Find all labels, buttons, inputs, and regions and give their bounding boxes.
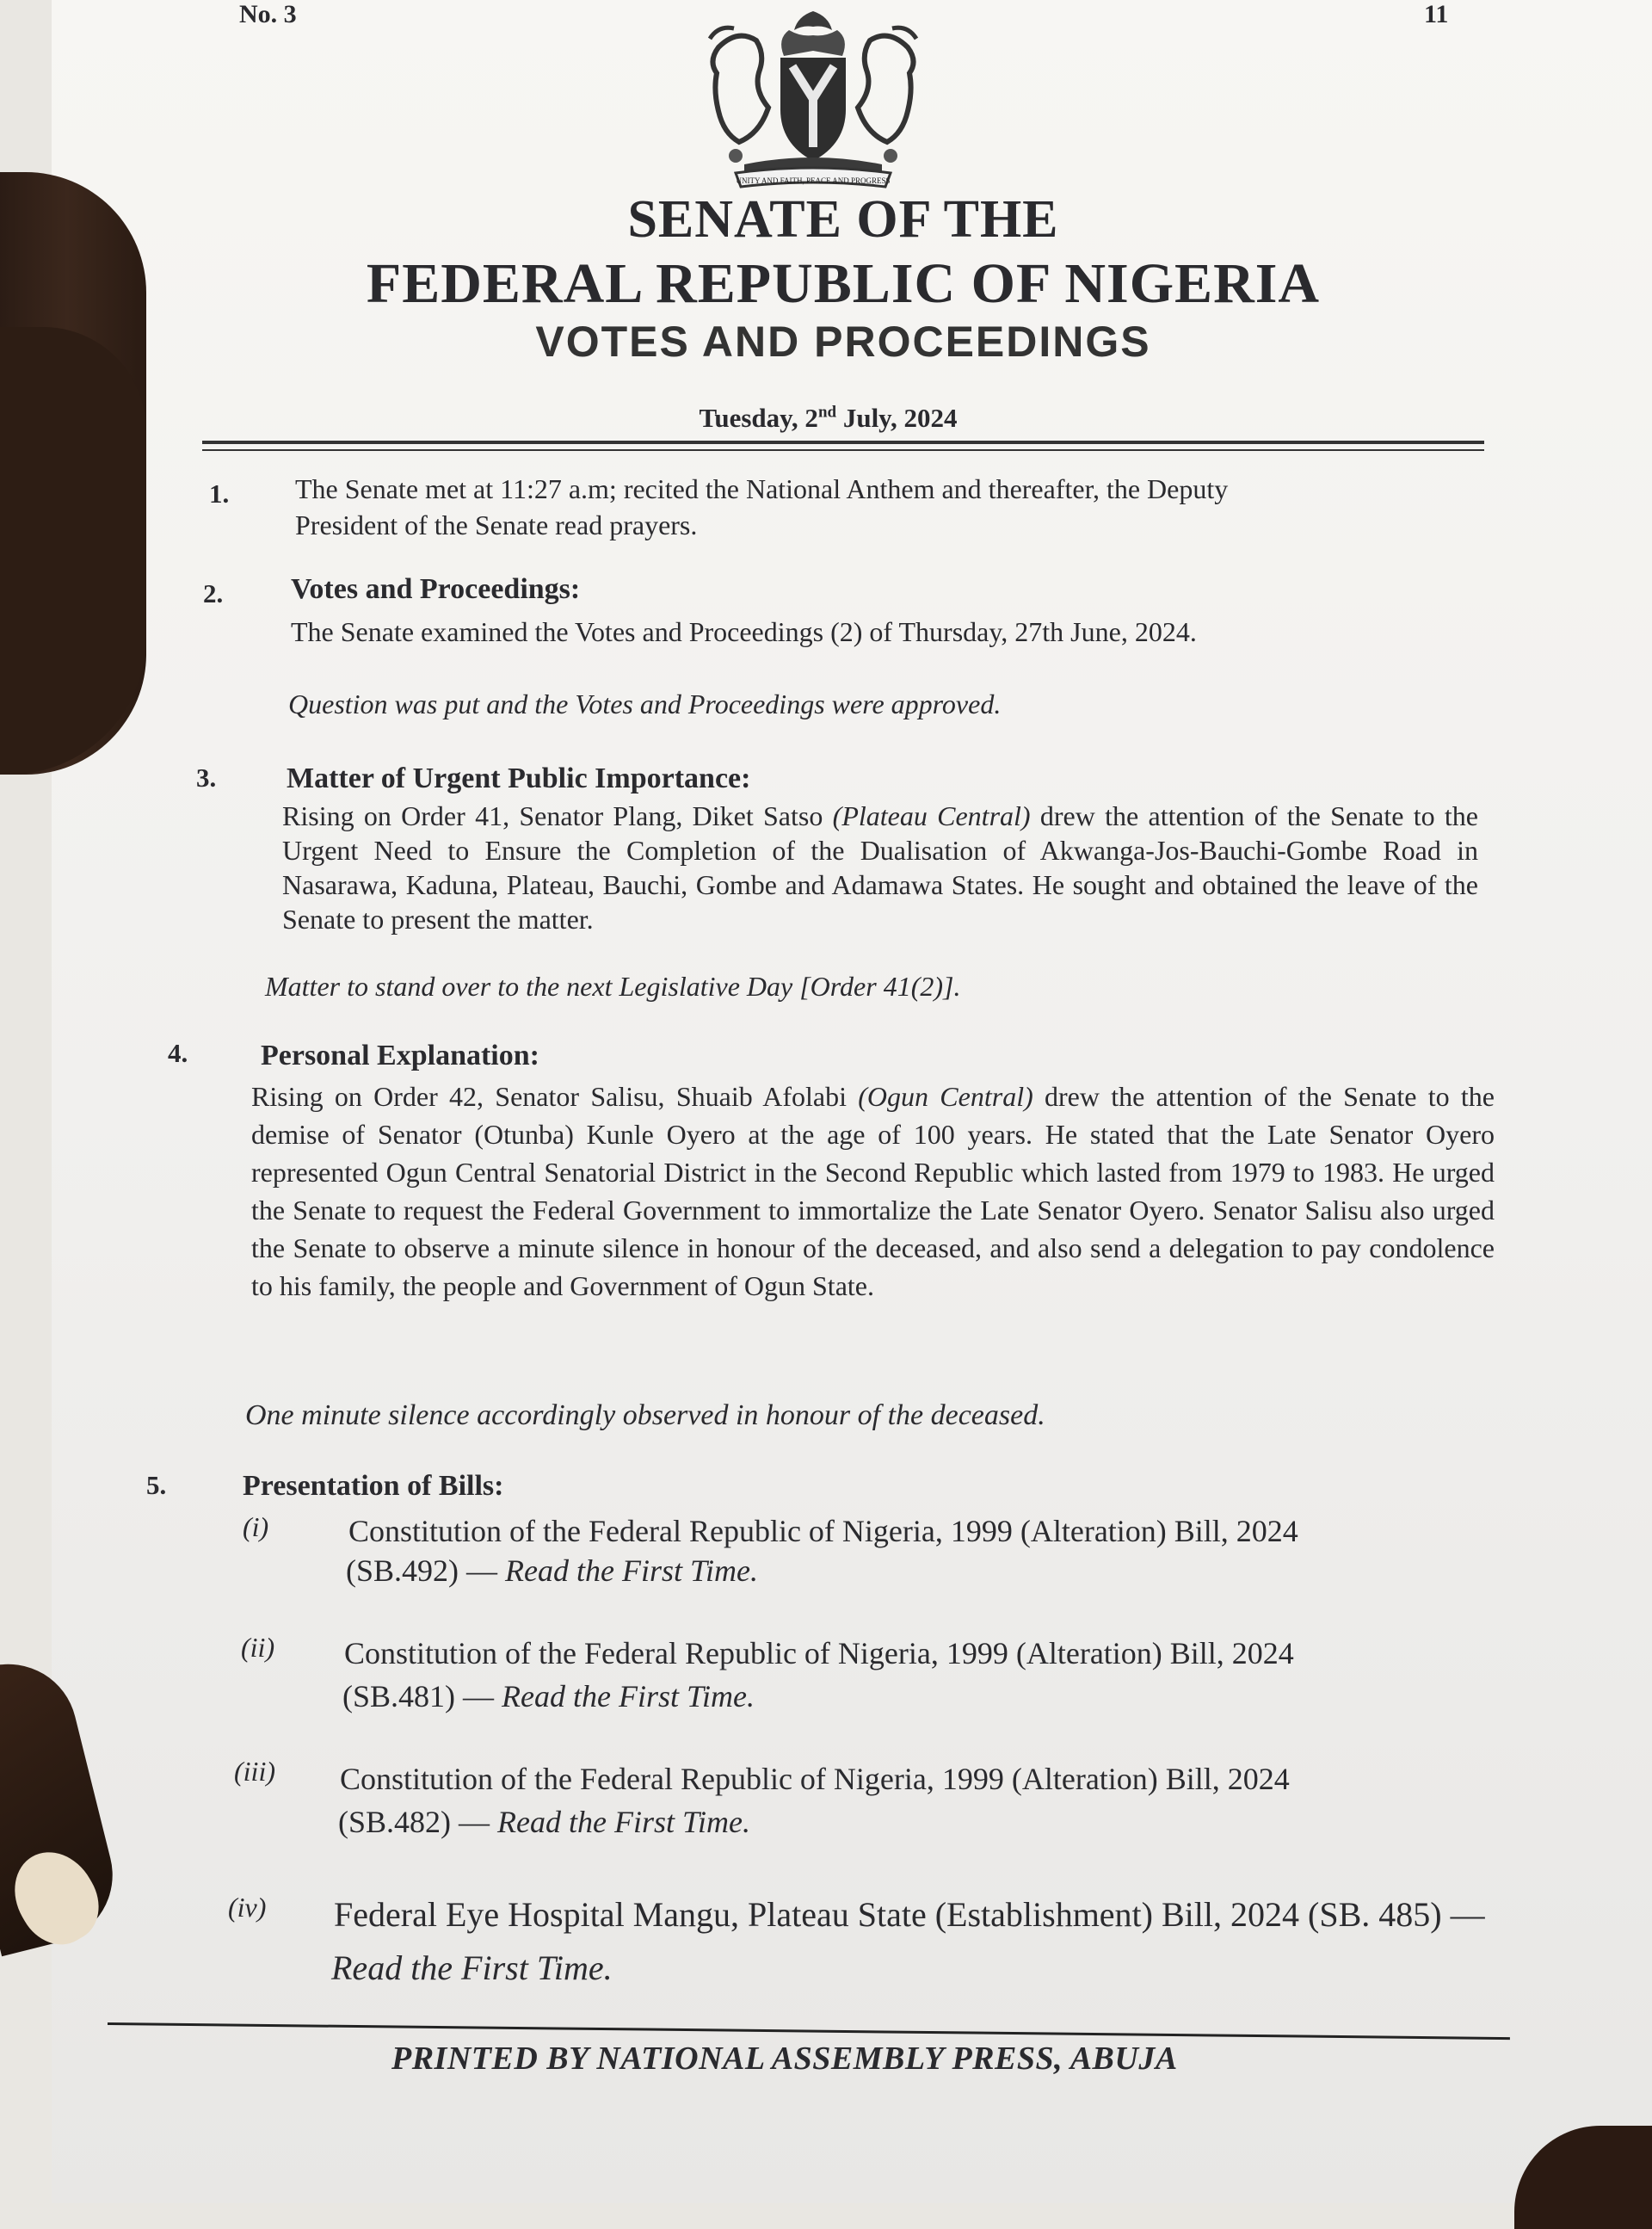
bill-numeral: (iv) (228, 1892, 267, 1923)
date-day: Tuesday, 2 (699, 403, 818, 433)
title-senate: SENATE OF THE (627, 190, 1059, 249)
bill-numeral: (ii) (241, 1632, 275, 1663)
item2-heading: Votes and Proceedings: (291, 573, 581, 605)
bill-reference: (SB.492) (346, 1553, 459, 1588)
item1-text-line1: The Senate met at 11:27 a.m; recited the National Anthem and thereafter, the Deputy (295, 473, 1229, 504)
item4-text (251, 1077, 1495, 1305)
item-number: 1. (209, 479, 230, 509)
item2-text: The Senate examined the Votes and Proceedings (2) of Thursday, 27th June, 2024. (291, 616, 1197, 647)
bill-reading: Read the First Time. (502, 1679, 755, 1713)
item3-heading: Matter of Urgent Public Importance: (287, 763, 751, 794)
crest-motto: UNITY AND FAITH, PEACE AND PROGRESS (736, 176, 891, 185)
bill-title: Constitution of the Federal Republic of Nigeria, 1999 (Alteration) Bill, 2024 (348, 1514, 1298, 1548)
bill-reading: Read the First Time. (497, 1805, 750, 1839)
item-number: 4. (168, 1038, 188, 1068)
title-federal-republic: FEDERAL REPUBLIC OF NIGERIA (366, 252, 1321, 315)
bill-reference: (SB.481) (342, 1679, 456, 1713)
bill-title: Federal Eye Hospital Mangu, Plateau State (Establishment) Bill, 2024 (SB. 485) — (334, 1895, 1485, 1934)
item3-result: Matter to stand over to the next Legislative Day [Order 41(2)]. (265, 971, 961, 1002)
item4-text-after: drew the attention of the Senate to the demise of Senator (Otunba) Kunle Oyero at the age of 100 years. He stated that the Late Senator Oyero represented Ogun Central Senatorial District in the Second Republic which lasted from 1979 to 1983. He urged the Senate to request the Federal Government to immortalize the Late Senator Oyero. Senator Salisu also urged the Senate to observe a minute silence in honour of the deceased, and also send a delegation to pay condolence to his family, the people and Government of Ogun State. (251, 1081, 1495, 1301)
item3-text-before: Rising on Order 41, Senator Plang, Diket Satso (282, 800, 833, 831)
item2-result: Question was put and the Votes and Proceedings were approved. (288, 688, 1002, 719)
footer-divider (108, 2022, 1510, 2040)
bill-reference-line: (SB.482) — Read the First Time. (338, 1805, 750, 1839)
item1-text-line2: President of the Senate read prayers. (295, 509, 698, 540)
bill-reference: (SB.482) (338, 1805, 452, 1839)
bill-numeral: (i) (243, 1511, 269, 1542)
date-ordinal: nd (817, 403, 837, 422)
item-number: 3. (196, 763, 217, 793)
issue-number: No. 3 (239, 0, 297, 28)
printer-footer: PRINTED BY NATIONAL ASSEMBLY PRESS, ABUJA (391, 2041, 1178, 2077)
bill-reading: Read the First Time. (505, 1553, 758, 1588)
item4-text-before: Rising on Order 42, Senator Salisu, Shuaib Afolabi (251, 1081, 859, 1112)
item3-text-after: drew the attention of the Senate to the Urgent Need to Ensure the Completion of the Dualisation of Akwanga-Jos-Bauchi-Gombe Road in Nasarawa, Kaduna, Plateau, Bauchi, Gombe and Adamawa States. He sought and obtained the leave of the Senate to present the matter. (282, 800, 1479, 935)
divider (202, 449, 1484, 451)
item-number: 2. (203, 578, 224, 608)
item-number: 5. (146, 1470, 167, 1500)
item4-heading: Personal Explanation: (261, 1040, 539, 1071)
title-votes-and-proceedings: VOTES AND PROCEEDINGS (535, 318, 1151, 366)
bill-title: Constitution of the Federal Republic of Nigeria, 1999 (Alteration) Bill, 2024 (340, 1762, 1290, 1796)
bill-numeral: (iii) (234, 1756, 275, 1787)
item3-text (282, 799, 1478, 936)
coat-of-arms-icon (684, 4, 942, 189)
bill-reference-line: (SB.481) — Read the First Time. (342, 1679, 755, 1713)
page-number: 11 (1424, 0, 1449, 28)
item3-constituency: (Plateau Central) (832, 800, 1031, 831)
item4-constituency: (Ogun Central) (858, 1081, 1033, 1112)
sitting-date (0, 403, 1652, 434)
date-month-year: July, 2024 (836, 403, 958, 433)
item4-result: One minute silence accordingly observed in honour of the deceased. (245, 1399, 1045, 1431)
hand-finger (0, 327, 146, 775)
divider (202, 441, 1484, 444)
bill-title: Constitution of the Federal Republic of Nigeria, 1999 (Alteration) Bill, 2024 (344, 1636, 1294, 1670)
item5-heading: Presentation of Bills: (243, 1470, 504, 1502)
bill-reading: Read the First Time. (331, 1948, 613, 1987)
bill-reference-line: (SB.492) — Read the First Time. (346, 1553, 758, 1588)
